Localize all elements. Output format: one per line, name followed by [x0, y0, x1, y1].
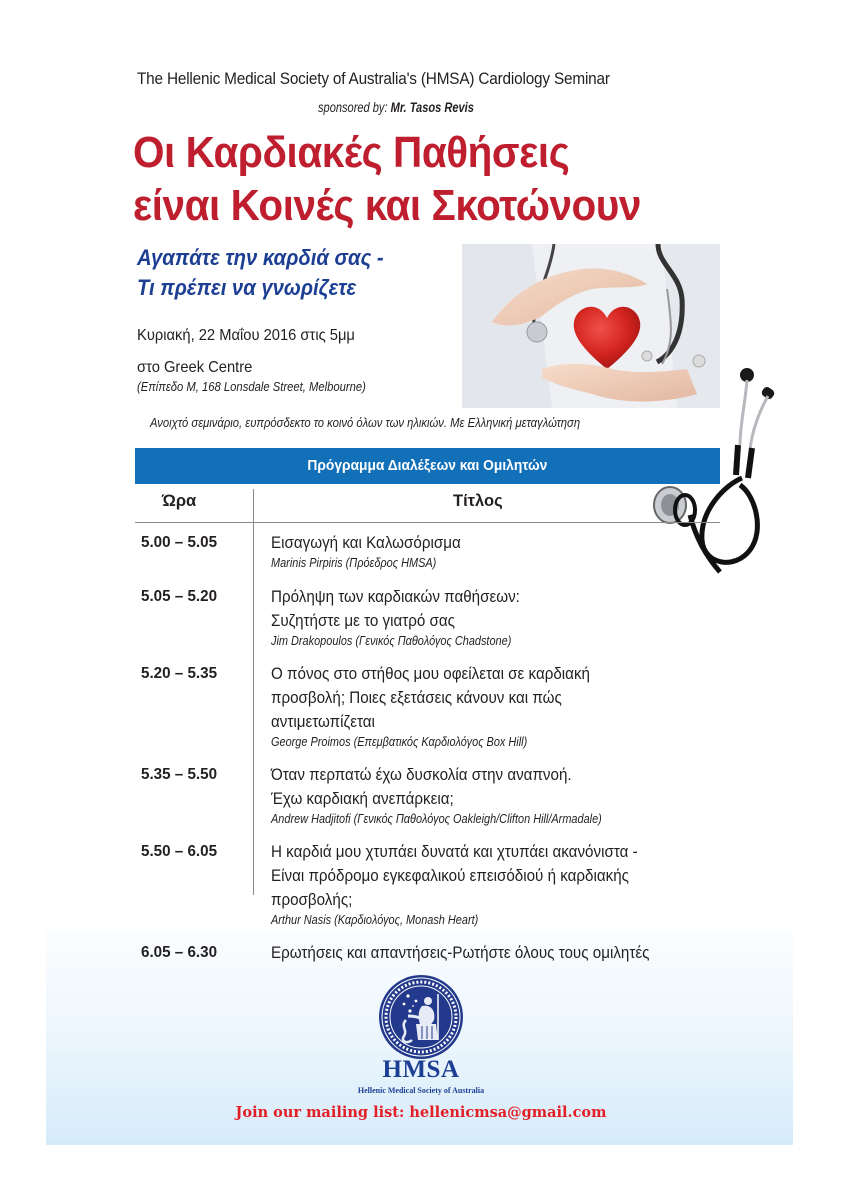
- hmsa-fullname: Hellenic Medical Society of Australia: [357, 1086, 485, 1095]
- subtitle-line-2: Τι πρέπει να γνωρίζετε: [137, 275, 357, 300]
- schedule-row-5-time: 5.50 – 6.05: [141, 843, 218, 860]
- schedule-banner-label: Πρόγραμμα Διαλέξεων και Ομιλητών: [307, 457, 548, 474]
- row-title-line: Έχω καρδιακή ανεπάρκεια;: [271, 790, 454, 808]
- row-speaker: Jim Drakopoulos (Γενικός Παθολόγος Chadstone): [271, 634, 512, 648]
- column-header-title: Τίτλος: [453, 492, 503, 510]
- schedule-row-3: [271, 662, 590, 750]
- row-title-line: Συζητήστε με το γιατρό σας: [271, 612, 455, 630]
- column-divider: [253, 489, 254, 895]
- row-speaker: Marinis Pirpiris (Πρόεδρος HMSA): [271, 556, 437, 570]
- row-speaker: Arthur Nasis (Καρδιολόγος, Monash Heart): [271, 913, 479, 927]
- row-title-line: Η καρδιά μου χτυπάει δυνατά και χτυπάει ακανόνιστα -: [271, 843, 638, 861]
- header-divider: [135, 522, 720, 523]
- hmsa-wordmark: HMSA: [382, 1056, 460, 1083]
- schedule-row-5: [271, 840, 638, 928]
- main-title-line-1: Οι Καρδιακές Παθήσεις: [133, 128, 570, 177]
- event-venue: στο Greek Centre: [137, 359, 253, 376]
- hmsa-logo: [378, 974, 464, 1060]
- schedule-row-1-time: 5.00 – 5.05: [141, 534, 218, 551]
- schedule-row-2-time: 5.05 – 5.20: [141, 588, 218, 605]
- event-address: (Επίπεδο Μ, 168 Lonsdale Street, Melbourne): [137, 380, 366, 394]
- event-date: Κυριακή, 22 Μαΐου 2016 στις 5μμ: [137, 327, 355, 344]
- row-speaker: Andrew Hadjitofi (Γενικός Παθολόγος Oakleigh/Clifton Hill/Armadale): [271, 812, 602, 826]
- row-title-line: προσβολή; Ποιες εξετάσεις κάνουν και πώς: [271, 689, 562, 707]
- subtitle-line-1: Αγαπάτε την καρδιά σας -: [137, 245, 384, 270]
- row-speaker: George Proimos (Επεμβατικός Καρδιολόγος Box Hill): [271, 735, 528, 749]
- row-title-line: προσβολής;: [271, 891, 353, 909]
- schedule-row-6: [271, 941, 649, 965]
- schedule-row-1: [271, 531, 461, 571]
- column-header-time: Ώρα: [162, 492, 197, 510]
- schedule-row-6-time: 6.05 – 6.30: [141, 944, 218, 961]
- subtitle: [137, 243, 384, 303]
- row-title-line: Εισαγωγή και Καλωσόρισμα: [271, 534, 461, 552]
- schedule-row-4-time: 5.35 – 5.50: [141, 766, 218, 783]
- row-title-line: Πρόληψη των καρδιακών παθήσεων:: [271, 588, 520, 606]
- organizer-line: The Hellenic Medical Society of Australia's (HMSA) Cardiology Seminar: [137, 70, 610, 88]
- sponsor-line: [318, 100, 474, 115]
- row-title-line: Ερωτήσεις και απαντήσεις-Ρωτήστε όλους τους ομιλητές: [271, 944, 650, 962]
- schedule-row-2: [271, 585, 524, 649]
- sponsor-prefix: sponsored by:: [318, 100, 391, 115]
- row-title-line: αντιμετωπίζεται: [271, 713, 375, 731]
- schedule-row-4: [271, 763, 619, 827]
- schedule-banner: [135, 448, 720, 484]
- hmsa-seal-icon: [378, 974, 464, 1060]
- row-title-line: Ο πόνος στο στήθος μου οφείλεται σε καρδιακή: [271, 665, 590, 683]
- schedule-row-3-time: 5.20 – 5.35: [141, 665, 218, 682]
- sponsor-name: Mr. Tasos Revis: [390, 100, 474, 115]
- open-seminar-note: Ανοιχτό σεμινάριο, ευπρόσδεκτο το κοινό όλων των ηλικιών. Με Ελληνική μεταγλώτηση: [150, 416, 581, 430]
- main-title-line-2: είναι Κοινές και Σκοτώνουν: [133, 181, 641, 230]
- row-title-line: Όταν περπατώ έχω δυσκολία στην αναπνοή.: [271, 766, 572, 784]
- row-title-line: Είναι πρόδρομο εγκεφαλικού επεισόδιού ή καρδιακής: [271, 867, 630, 885]
- mailing-email-link[interactable]: hellenicmsa@gmail.com: [409, 1104, 607, 1121]
- mailing-list-line: [0, 1104, 842, 1121]
- main-title: [133, 126, 641, 232]
- mailing-label: Join our mailing list:: [235, 1104, 410, 1121]
